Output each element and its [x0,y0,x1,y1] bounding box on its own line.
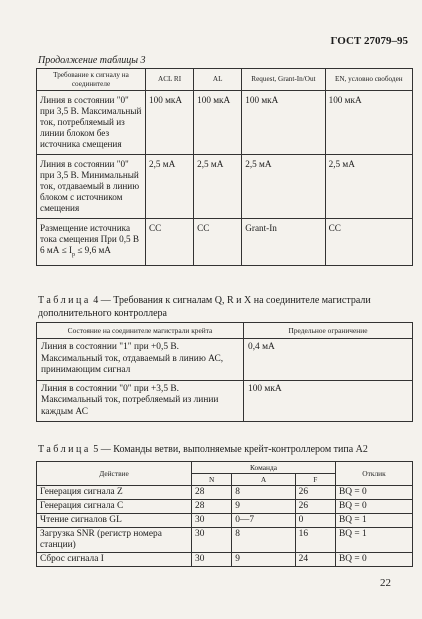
table4-caption [38,294,412,320]
table5-cell: 8 [232,528,295,553]
table3-range-suffix: ≤ 9,6 мА [75,245,111,255]
table3-cell: Линия в состоянии "0" при 3,5 В. Минимальный ток, отдаваемый в линию блоком с источником смещения [37,155,146,219]
table3-range-sub: р [72,251,76,258]
table3-cell: CC [146,219,194,266]
table3-cell: 2,5 мА [242,155,325,219]
table5-cell: Загрузка SNR (регистр номера станции) [37,528,192,553]
table5-cell: 8 [232,486,295,500]
table5-cell: BQ = 1 [336,514,413,528]
table3-header-al: AL [194,69,242,91]
table3-cell: Grant-In [242,219,325,266]
table5 [36,461,413,567]
table5-cell: BQ = 0 [336,553,413,567]
table5-cell: 0 [295,514,335,528]
table4-header-state: Состояние на соединителе магистрали крейта [37,323,244,339]
table5-cell: 30 [192,528,232,553]
table4-cell: Линия в состоянии "1" при +0,5 В. Максимальный ток, отдаваемый в линию АС, принимающим сигнал [37,339,244,381]
table3-cell: CC [194,219,242,266]
table4 [36,322,413,422]
table-row [37,528,413,553]
table5-cell: 28 [192,486,232,500]
table5-caption [38,443,412,456]
table5-cell: Чтение сигналов GL [37,514,192,528]
table4-caption-label: Таблица [38,295,91,306]
table3 [36,68,413,266]
table5-cell: 9 [232,553,295,567]
table5-cell: Сброс сигнала I [37,553,192,567]
page-number: 22 [380,577,391,589]
table3-header-acl: ACL RI [146,69,194,91]
table3-cell [37,219,146,266]
table4-cell: 0,4 мА [244,339,413,381]
table4-cell: 100 мкА [244,380,413,422]
table5-cell: 26 [295,486,335,500]
table3-continuation-label: Продолжение таблицы 3 [38,55,146,66]
table3-cell: 100 мкА [146,91,194,155]
table5-header-response: Отклик [336,462,413,486]
table-row [37,91,413,155]
table3-cell: 100 мкА [242,91,325,155]
table5-cell: 30 [192,553,232,567]
table-row [37,500,413,514]
table3-cell: 2,5 мА [325,155,412,219]
table3-header-requirement: Требование к сигналу на соединителе [37,69,146,91]
table5-header-action: Действие [37,462,192,486]
table5-cell: Генерация сигнала Z [37,486,192,500]
table5-header-n: N [192,474,232,486]
table4-caption-text: — Требования к сигналам Q, R и X на соединителе магистрали дополнительного контроллера [38,295,371,319]
table5-cell: 16 [295,528,335,553]
table4-header-row [37,323,413,339]
table-row [37,553,413,567]
table-row [37,380,413,422]
table4-header-limit: Предельное ограничение [244,323,413,339]
table5-caption-label: Таблица [38,444,91,455]
table3-cell: CC [325,219,412,266]
table5-header-f: F [295,474,335,486]
table5-cell: BQ = 0 [336,486,413,500]
table5-cell: 9 [232,500,295,514]
table3-cell: 2,5 мА [194,155,242,219]
table4-cell: Линия в состоянии "0" при +3,5 В. Максимальный ток, потребляемый из линии каждым АС [37,380,244,422]
table3-cell: 100 мкА [194,91,242,155]
table5-caption-number: 5 [93,444,99,455]
table4-caption-number: 4 [93,295,99,306]
document-code: ГОСТ 27079–95 [330,35,408,47]
table3-header-row [37,69,413,91]
table-row [37,514,413,528]
table5-header-row [37,462,413,474]
table5-cell: Генерация сигнала С [37,500,192,514]
table5-header-command: Команда [192,462,336,474]
table-row [37,339,413,381]
table3-cell-text: Размещение источника тока смещения При 0,5 В [40,223,140,244]
table5-cell: 26 [295,500,335,514]
table5-cell: 28 [192,500,232,514]
table3-cell: 2,5 мА [146,155,194,219]
table5-cell: 0—7 [232,514,295,528]
table3-cell: Линия в состоянии "0" при 3,5 В. Максимальный ток, потребляемый из линии блоком без источника смещения [37,91,146,155]
table3-cell: 100 мкА [325,91,412,155]
table5-cell: BQ = 0 [336,500,413,514]
table3-header-en: EN, условно свободен [325,69,412,91]
table-row [37,486,413,500]
table-row [37,155,413,219]
table3-range-prefix: 6 мА ≤ I [40,245,73,255]
table5-cell: BQ = 1 [336,528,413,553]
table5-cell: 30 [192,514,232,528]
table5-caption-text: — Команды ветви, выполняемые крейт-контроллером типа А2 [100,444,368,455]
table5-header-a: A [232,474,295,486]
table-row [37,219,413,266]
table5-cell: 24 [295,553,335,567]
table3-header-request: Request, Grant-In/Out [242,69,325,91]
